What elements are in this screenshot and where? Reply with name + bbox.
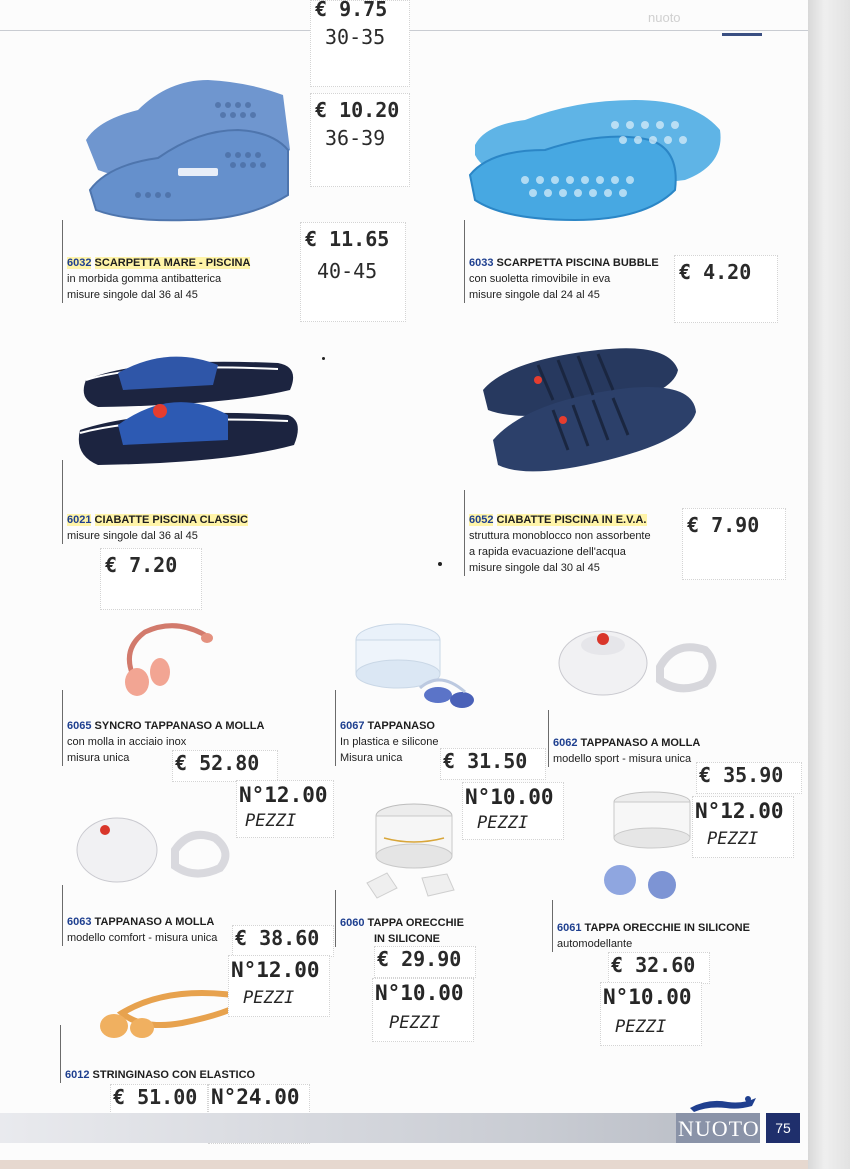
price-tag [310, 93, 410, 187]
product-name: CIABATTE PISCINA CLASSIC [94, 514, 248, 526]
price-tag [440, 748, 546, 780]
product-detail: automodellante [557, 938, 633, 950]
tag-price: € 31.50 [443, 749, 528, 773]
ink-dot [438, 562, 442, 566]
product-code: 6061 [557, 922, 582, 934]
product-code: 6021 [67, 514, 92, 526]
product-name: TAPPANASO A MOLLA [580, 737, 701, 749]
page-binding-edge [808, 0, 850, 1169]
product-detail: misure singole dal 24 al 45 [469, 289, 600, 301]
price-tag [232, 925, 334, 957]
tag-price: € 52.80 [175, 751, 260, 775]
product-code: 6065 [67, 720, 92, 732]
product-code: 6012 [65, 1069, 90, 1081]
product-detail: Misura unica [340, 752, 403, 764]
tag-price: € 51.00 [113, 1085, 198, 1109]
page-bottom-edge [0, 1160, 808, 1169]
product-name: CIABATTE PISCINA IN E.V.A. [496, 514, 647, 526]
tag-pieces: PEZZI [707, 829, 759, 849]
tag-price: € 7.20 [105, 553, 178, 577]
product-code: 6033 [469, 257, 494, 269]
tag-pieces: PEZZI [615, 1017, 667, 1037]
product-code: 6060 [340, 917, 365, 929]
product-detail: con molla in acciaio inox [67, 736, 187, 748]
product-detail: modello comfort - misura unica [67, 932, 218, 944]
product-image-6065 [115, 620, 225, 700]
ink-dot [322, 357, 325, 360]
product-detail: misure singole dal 36 al 45 [67, 530, 198, 542]
tag-pieces: PEZZI [389, 1013, 441, 1033]
product-image-6021 [78, 345, 303, 475]
product-6012 [60, 1025, 255, 1083]
tag-pieces: PEZZI [477, 813, 529, 833]
header-faded-text: nuoto [648, 10, 681, 25]
product-detail: misure singole dal 36 al 45 [67, 289, 198, 301]
product-image-6061 [600, 790, 700, 910]
price-tag [172, 750, 278, 782]
product-6033 [464, 220, 659, 303]
price-tag [300, 222, 406, 322]
tag-price: € 4.20 [679, 260, 752, 284]
product-6062 [548, 710, 700, 767]
product-name-line2: IN SILICONE [374, 933, 441, 945]
tag-quantity: N°24.00 [211, 1085, 300, 1109]
price-tag [682, 508, 786, 580]
product-6067 [335, 690, 438, 766]
product-code: 6063 [67, 916, 92, 928]
qty-tag [692, 796, 794, 858]
price-tag [310, 0, 410, 87]
tag-quantity: N°10.00 [465, 785, 554, 809]
product-image-6062 [555, 625, 725, 705]
product-detail: struttura monoblocco non assorbente [469, 530, 651, 542]
price-tag [696, 762, 802, 794]
tag-price: € 32.60 [611, 953, 696, 977]
product-6052 [464, 490, 651, 576]
footer-section-title: NUOTO [678, 1116, 760, 1141]
tag-pieces: PEZZI [243, 988, 295, 1008]
product-code: 6032 [67, 257, 92, 269]
product-code: 6062 [553, 737, 578, 749]
qty-tag [228, 955, 330, 1017]
product-name: TAPPA ORECCHIE IN SILICONE [584, 922, 750, 934]
tag-price: € 10.20 [315, 98, 400, 122]
price-tag [674, 255, 778, 323]
product-6060 [335, 890, 464, 947]
product-detail: in morbida gomma antibatterica [67, 273, 222, 285]
tag-size: 30-35 [325, 25, 386, 49]
product-6063 [62, 885, 217, 946]
product-6021 [62, 460, 248, 544]
tag-price: € 7.90 [687, 513, 760, 537]
qty-tag [462, 782, 564, 840]
price-tag [100, 548, 202, 610]
price-tag [110, 1084, 208, 1114]
product-detail: misure singole dal 30 al 45 [469, 562, 600, 574]
qty-tag [372, 978, 474, 1042]
product-name: TAPPANASO [367, 720, 435, 732]
tag-quantity: N°12.00 [239, 783, 328, 807]
page-number: 75 [766, 1113, 800, 1143]
tag-price: € 38.60 [235, 926, 320, 950]
tag-quantity: N°12.00 [231, 958, 320, 982]
tag-quantity: N°10.00 [375, 981, 464, 1005]
product-image-6032 [78, 70, 298, 230]
product-image-6063 [75, 810, 240, 890]
tag-price: € 29.90 [377, 947, 462, 971]
product-detail: a rapida evacuazione dell'acqua [469, 546, 626, 558]
footer-bar [0, 1113, 760, 1143]
product-6061 [552, 900, 750, 952]
tag-quantity: N°12.00 [695, 799, 784, 823]
product-detail: misura unica [67, 752, 130, 764]
tag-pieces: PEZZI [245, 811, 297, 831]
tag-price: € 9.75 [315, 0, 388, 21]
product-name: SCARPETTA MARE - PISCINA [94, 257, 251, 269]
product-detail: In plastica e silicone [340, 736, 439, 748]
product-image-6052 [478, 340, 703, 490]
product-detail: con suoletta rimovibile in eva [469, 273, 611, 285]
product-code: 6067 [340, 720, 365, 732]
product-name: TAPPA ORECCHIE [367, 917, 464, 929]
qty-tag [236, 780, 334, 838]
tag-size: 40-45 [317, 259, 378, 283]
product-6032 [62, 220, 250, 303]
tag-price: € 35.90 [699, 763, 784, 787]
product-name: STRINGINASO CON ELASTICO [92, 1069, 256, 1081]
price-tag [608, 952, 710, 984]
product-name: TAPPANASO A MOLLA [94, 916, 215, 928]
product-code: 6052 [469, 514, 494, 526]
tag-quantity: N°10.00 [603, 985, 692, 1009]
swimmer-icon [688, 1094, 758, 1114]
product-name: SYNCRO TAPPANASO A MOLLA [94, 720, 265, 732]
tag-size: 36-39 [325, 126, 386, 150]
product-image-6033 [465, 95, 730, 225]
qty-tag [600, 982, 702, 1046]
tag-price: € 11.65 [305, 227, 390, 251]
header-accent [722, 33, 762, 36]
product-name: SCARPETTA PISCINA BUBBLE [496, 257, 659, 269]
product-detail: modello sport - misura unica [553, 753, 692, 765]
price-tag [374, 946, 476, 978]
